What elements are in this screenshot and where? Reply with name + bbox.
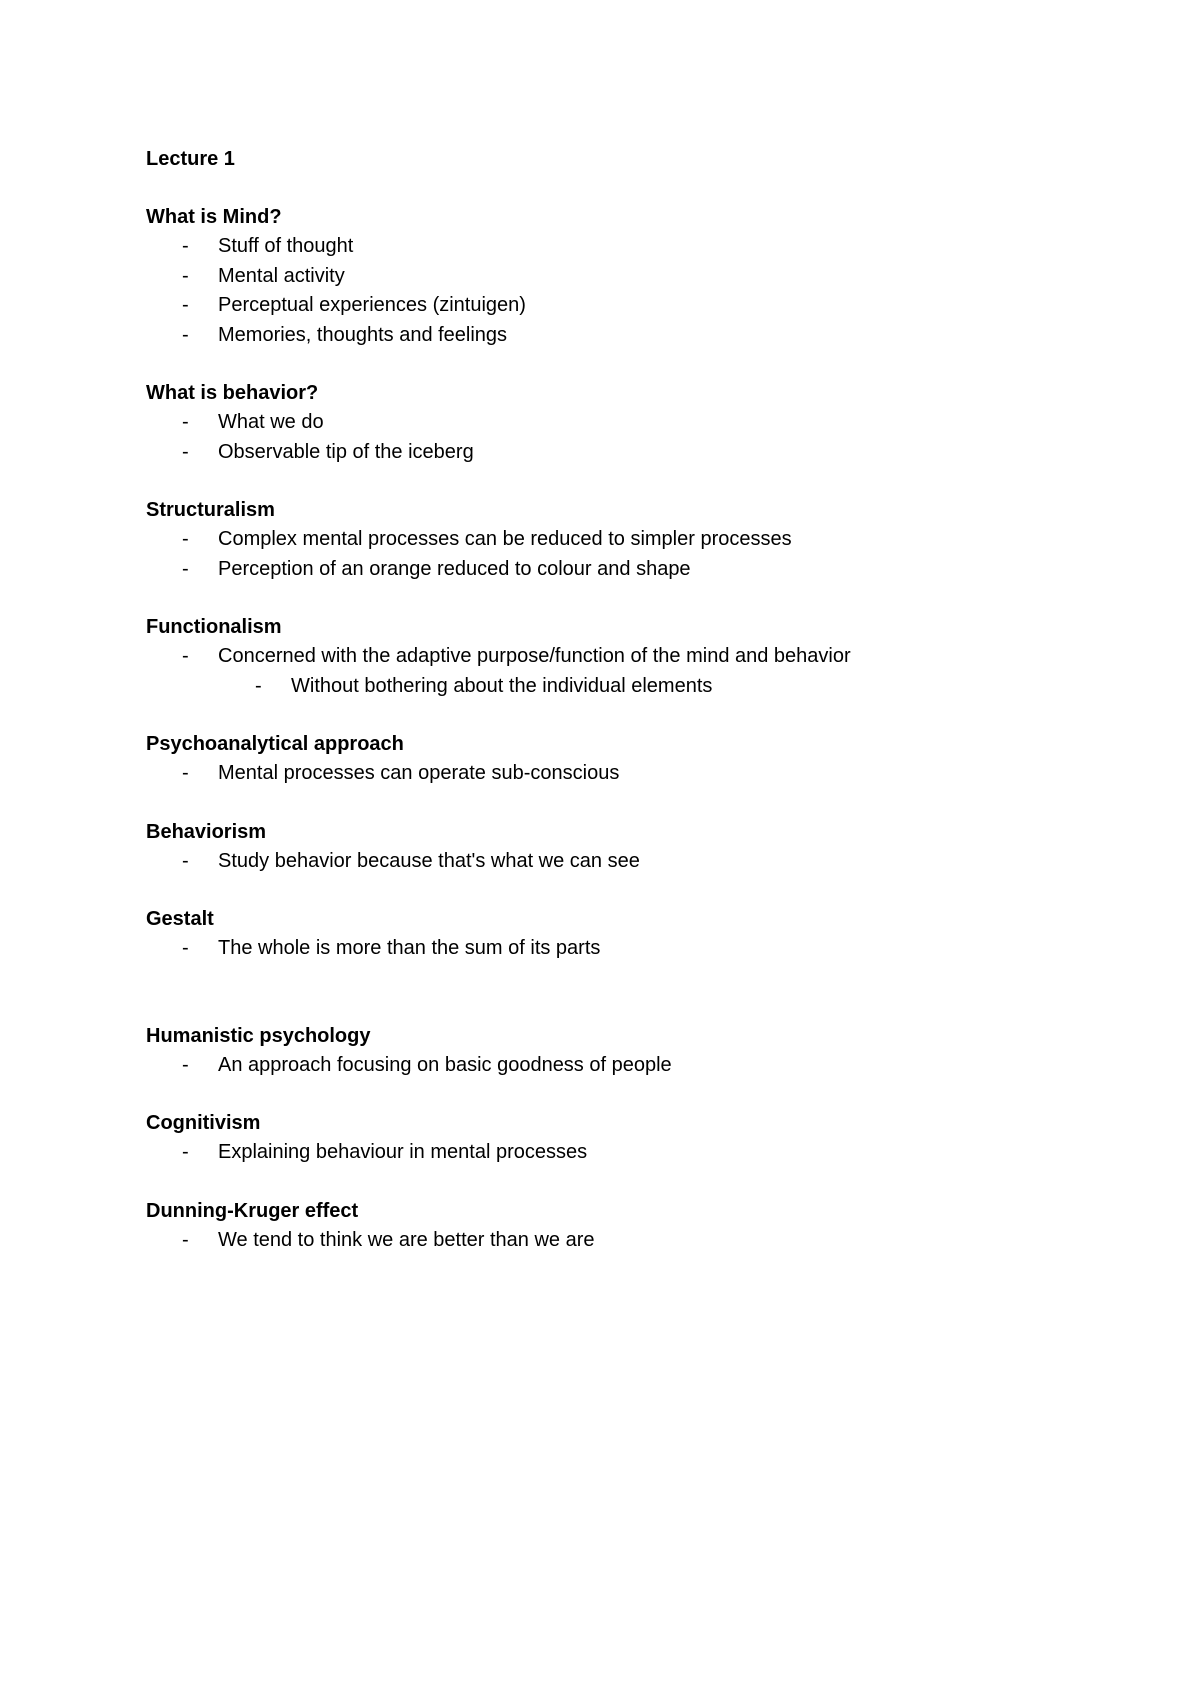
document-page [146, 145, 1146, 1255]
bullet-dash: - [182, 762, 189, 784]
list-item [146, 1138, 1146, 1168]
list-item [146, 525, 1146, 555]
section-gestalt [146, 905, 1146, 964]
list-item-text: Stuff of thought [218, 235, 354, 257]
list-item-text: Concerned with the adaptive purpose/function of the mind and behavior [218, 645, 851, 667]
list-item-text: The whole is more than the sum of its parts [218, 937, 601, 959]
bullet-dash: - [182, 264, 189, 287]
section-heading: Dunning-Kruger effect [146, 1199, 359, 1222]
bullet-dash: - [182, 528, 189, 550]
list-item [146, 291, 1146, 321]
list-subitem [146, 672, 1146, 702]
bullet-dash: - [182, 937, 189, 959]
bullet-dash: - [182, 557, 189, 580]
section-heading: Gestalt [146, 908, 214, 930]
list-item-text: Observable tip of the iceberg [218, 440, 474, 463]
bullet-dash: - [182, 645, 189, 667]
list-item-text: Complex mental processes can be reduced to simpler processes [218, 528, 792, 550]
section-functionalism [146, 613, 1146, 701]
list-item [146, 847, 1146, 877]
section-heading: What is behavior? [146, 382, 319, 404]
list-item-text: Study behavior because that's what we can see [218, 849, 640, 872]
list-item [146, 759, 1146, 789]
section-what-is-behavior [146, 379, 1146, 467]
section-heading: Structuralism [146, 499, 275, 521]
list-item [146, 232, 1146, 262]
section-what-is-mind [146, 203, 1146, 350]
section-humanistic-psychology [146, 1022, 1146, 1081]
bullet-dash: - [182, 849, 189, 872]
list-item-text: Explaining behaviour in mental processes [218, 1141, 588, 1163]
section-dunning-kruger-effect [146, 1197, 1146, 1256]
list-item [146, 321, 1146, 351]
document-title: Lecture 1 [146, 148, 235, 170]
list-item-text: What we do [218, 411, 324, 433]
bullet-dash: - [182, 1228, 189, 1251]
section-cognitivism [146, 1109, 1146, 1168]
list-item [146, 1051, 1146, 1081]
section-psychoanalytical-approach [146, 730, 1146, 789]
list-item-text: An approach focusing on basic goodness of people [218, 1053, 672, 1076]
list-subitem-text: Without bothering about the individual elements [291, 674, 713, 697]
list-item-text: Mental activity [218, 264, 345, 287]
list-item-text: We tend to think we are better than we are [218, 1228, 595, 1251]
list-item-text: Memories, thoughts and feelings [218, 323, 508, 346]
list-item [146, 262, 1146, 292]
bullet-dash: - [182, 440, 189, 463]
list-item [146, 408, 1146, 438]
list-item [146, 642, 1146, 672]
bullet-dash: - [182, 1141, 189, 1163]
list-item-text: Perceptual experiences (zintuigen) [218, 294, 526, 316]
section-heading: Behaviorism [146, 820, 267, 843]
list-item-text: Mental processes can operate sub-conscious [218, 762, 620, 784]
bullet-dash: - [255, 674, 262, 697]
bullet-dash: - [182, 235, 189, 257]
list-item [146, 1226, 1146, 1256]
list-item-text: Perception of an orange reduced to colour and shape [218, 557, 691, 580]
bullet-dash: - [182, 411, 189, 433]
list-item [146, 555, 1146, 585]
section-heading: Psychoanalytical approach [146, 733, 404, 755]
section-heading: Functionalism [146, 616, 282, 638]
section-heading: What is Mind? [146, 206, 282, 228]
section-heading: Humanistic psychology [146, 1024, 371, 1047]
bullet-dash: - [182, 323, 189, 346]
bullet-dash: - [182, 1053, 189, 1076]
bullet-dash: - [182, 294, 189, 316]
section-structuralism [146, 496, 1146, 584]
section-behaviorism [146, 818, 1146, 877]
section-heading: Cognitivism [146, 1112, 261, 1134]
list-item [146, 438, 1146, 468]
list-item [146, 934, 1146, 964]
